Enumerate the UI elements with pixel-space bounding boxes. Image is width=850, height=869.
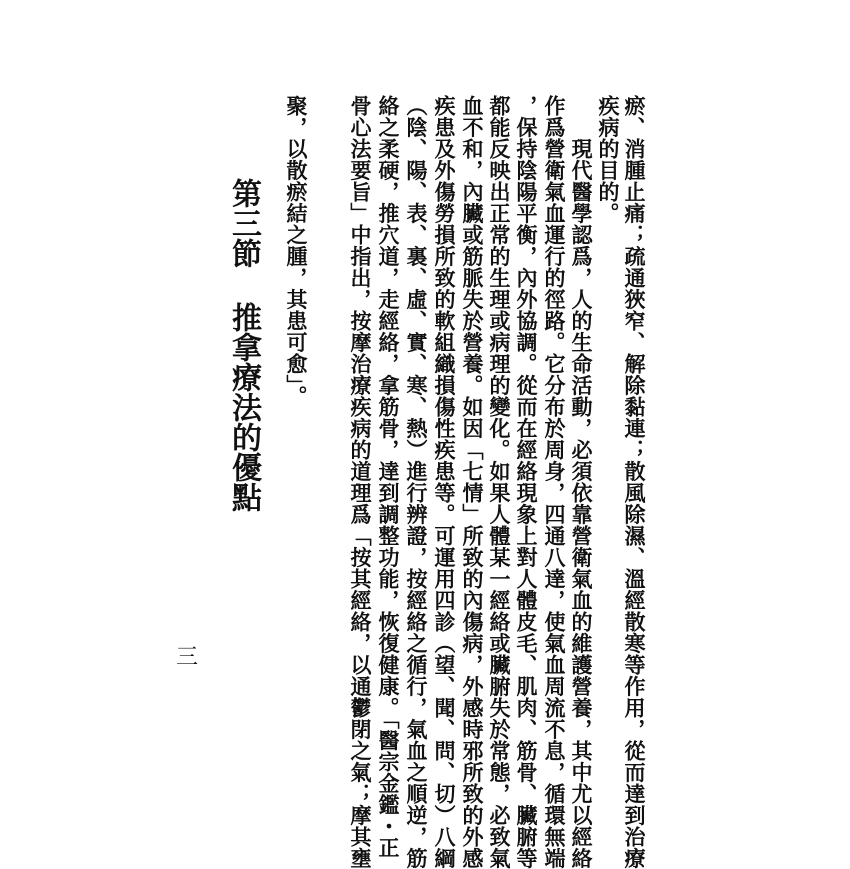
- text-column: 聚，以散瘀結之腫，其患可愈」。: [284, 95, 309, 407]
- text-column: 血不和，內臟或筋脈失於營養。如因「七情」所致的內傷病，外感時邪所致的外感: [460, 95, 485, 869]
- section-number: 第三節: [226, 178, 261, 268]
- section-title: 推拿療法的優點: [226, 302, 261, 512]
- text-column: 都能反映出正常的生理或病理的變化。如果人體某一經絡或臟腑失於常態，必致氣: [487, 95, 512, 869]
- text-column: （陰、陽、表、裏、虛、實、寒、熱）進行辨證，按經絡之循行，氣血之順逆，筋: [404, 95, 429, 869]
- section-heading: [226, 178, 260, 512]
- text-column: 現代醫學認爲，人的生命活動，必須依靠營衛氣血的維護營養，其中尤以經絡: [569, 95, 594, 869]
- text-column: 絡之柔硬，推穴道，走經絡，拿筋骨，達到調整功能，恢復健康。「醫宗金鑑・正: [376, 95, 401, 859]
- text-column: 疾病的目的。: [596, 95, 621, 224]
- text-column: 作爲營衛氣血運行的徑路。它分布於周身，四通八達，使氣血周流不息，循環無端: [542, 95, 567, 869]
- page-number: 三: [176, 645, 199, 670]
- text-column: 骨心法要旨」中指出，按摩治療疾病的道理爲「按其經絡，以通鬱閉之氣；摩其壅: [348, 95, 373, 869]
- text-column: 疾患及外傷勞損所致的軟組織損傷性疾患等。可運用四診（望、聞、問、切）八綱: [432, 95, 457, 869]
- text-column: 瘀、消腫止痛；疏通狹窄、解除黏連；散風除濕、溫經散寒等作用，從而達到治療: [622, 95, 647, 869]
- text-column: ，保持陰陽平衡，內外協調。從而在經絡現象上對人體皮毛、肌肉、筋骨、臟腑等: [514, 95, 539, 869]
